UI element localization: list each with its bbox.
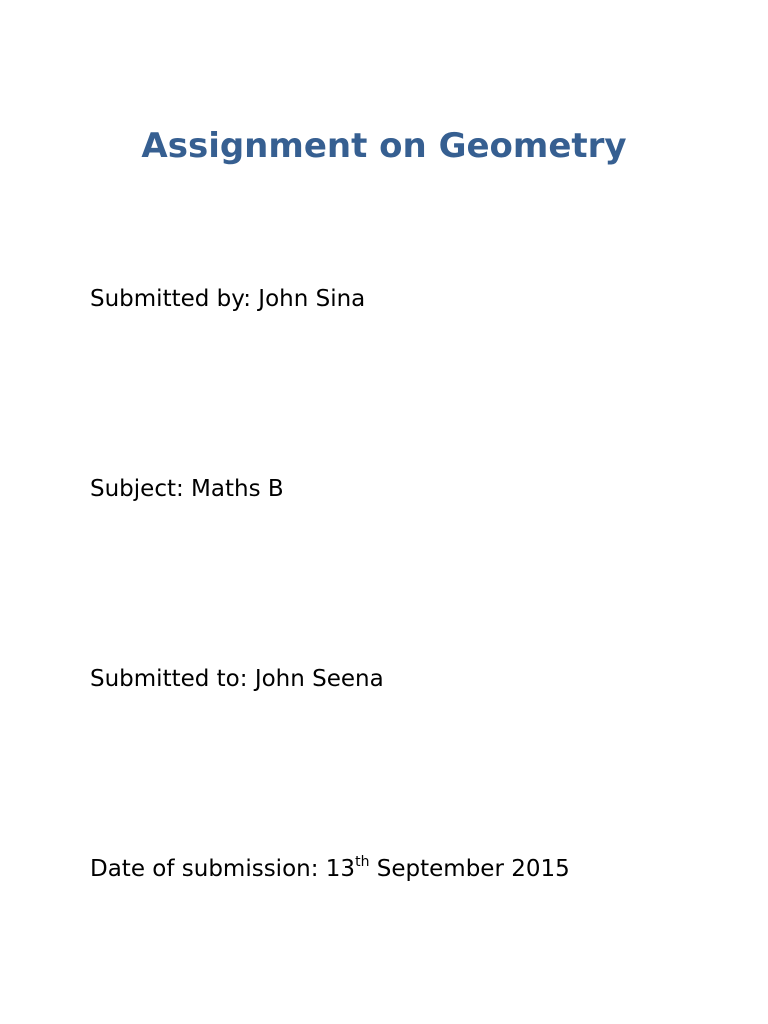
date-ordinal-suffix: th <box>355 854 370 870</box>
date-month-year: September 2015 <box>376 856 570 882</box>
subject-label: Subject: <box>90 476 184 502</box>
submitted-to-line <box>90 664 384 694</box>
document-title: Assignment on Geometry <box>141 126 627 166</box>
subject-value: Maths B <box>191 476 284 502</box>
submitted-by-label: Submitted by: <box>90 286 251 312</box>
date-of-submission-line <box>90 854 570 884</box>
submitted-to-label: Submitted to: <box>90 666 248 692</box>
submitted-to-value: John Seena <box>254 666 384 692</box>
submitted-by-value: John Sina <box>258 286 366 312</box>
subject-line <box>90 474 284 504</box>
submitted-by-line <box>90 284 365 314</box>
date-of-submission-label: Date of submission: <box>90 856 319 882</box>
date-day: 13 <box>325 856 356 882</box>
